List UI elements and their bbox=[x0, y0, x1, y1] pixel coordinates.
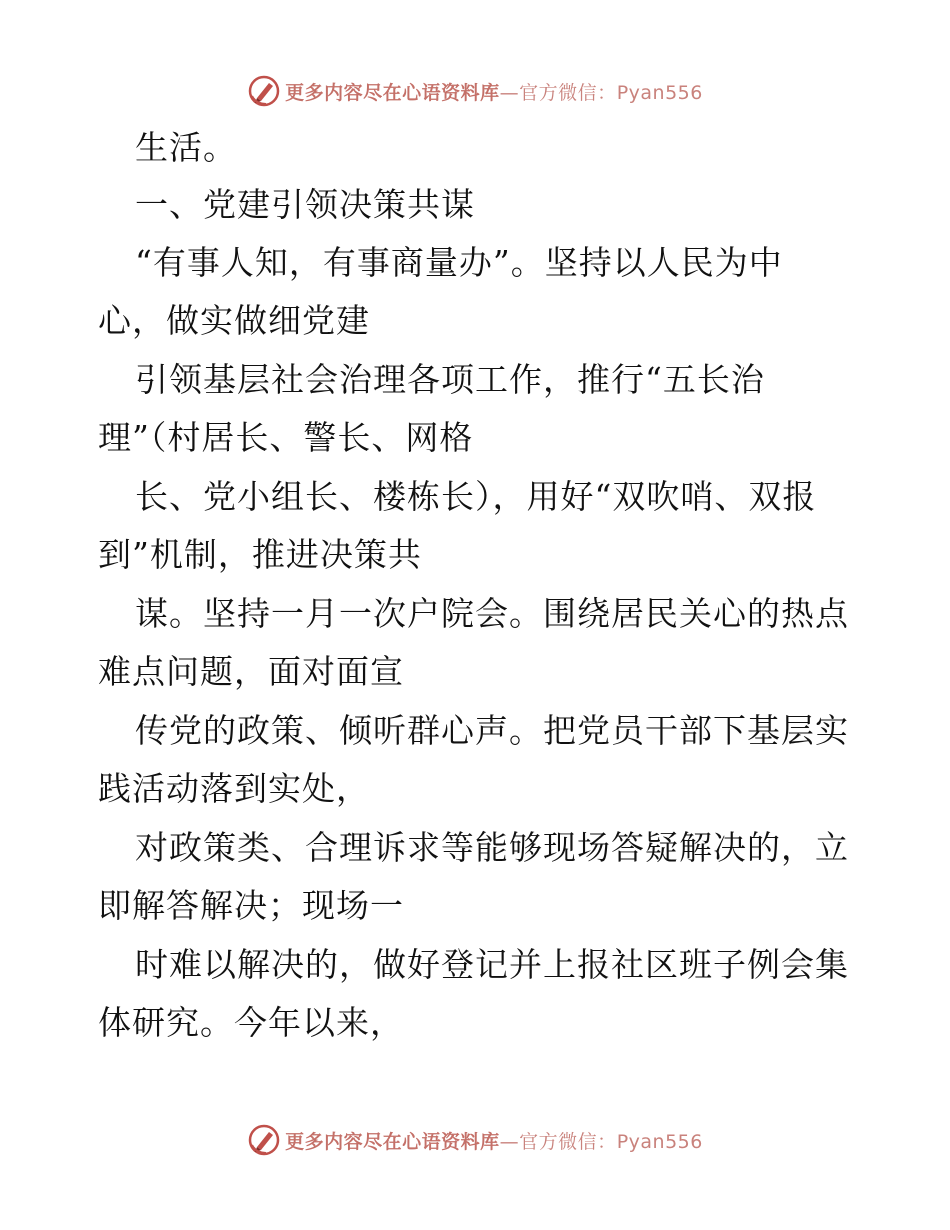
watermark-brand: 更多内容尽在心语资料库 bbox=[285, 81, 500, 104]
watermark-contact-id: Pyan556 bbox=[616, 81, 703, 104]
text-line: 践活动落到实处， bbox=[98, 769, 370, 808]
text-line: 到”机制，推进决策共 bbox=[98, 535, 422, 574]
text-line: 时难以解决的，做好登记并上报社区班子例会集 bbox=[135, 945, 849, 984]
text-line: 生活。 bbox=[135, 128, 237, 167]
text-line: 体研究。今年以来， bbox=[98, 1003, 404, 1042]
text-line: 难点问题，面对面宣 bbox=[98, 652, 404, 691]
text-line: 传党的政策、倾听群心声。把党员干部下基层实 bbox=[135, 711, 849, 750]
watermark-contact-id: Pyan556 bbox=[616, 1130, 703, 1153]
pen-logo-icon bbox=[247, 1123, 281, 1157]
watermark-contact-prefix: 官方微信： bbox=[519, 1130, 617, 1153]
text-line: 谋。坚持一月一次户院会。围绕居民关心的热点 bbox=[135, 594, 849, 633]
watermark-dash: — bbox=[499, 81, 520, 104]
section-heading: 一、党建引领决策共谋 bbox=[135, 185, 475, 224]
watermark-dash: — bbox=[499, 1130, 520, 1153]
watermark-brand: 更多内容尽在心语资料库 bbox=[285, 1130, 500, 1153]
text-line: 对政策类、合理诉求等能够现场答疑解决的，立 bbox=[135, 828, 849, 867]
text-line: 理”（村居长、警长、网格 bbox=[98, 418, 474, 457]
watermark-contact-prefix: 官方微信： bbox=[519, 81, 617, 104]
watermark-text bbox=[285, 1127, 703, 1154]
footer-watermark bbox=[0, 1120, 950, 1160]
text-line: 心，做实做细党建 bbox=[98, 301, 370, 340]
text-line: 长、党小组长、楼栋长），用好“双吹哨、双报 bbox=[135, 477, 817, 516]
text-line: 引领基层社会治理各项工作，推行“五长治 bbox=[135, 360, 765, 399]
text-line: 即解答解决；现场一 bbox=[98, 886, 404, 925]
text-line: “有事人知，有事商量办”。坚持以人民为中 bbox=[135, 243, 783, 282]
